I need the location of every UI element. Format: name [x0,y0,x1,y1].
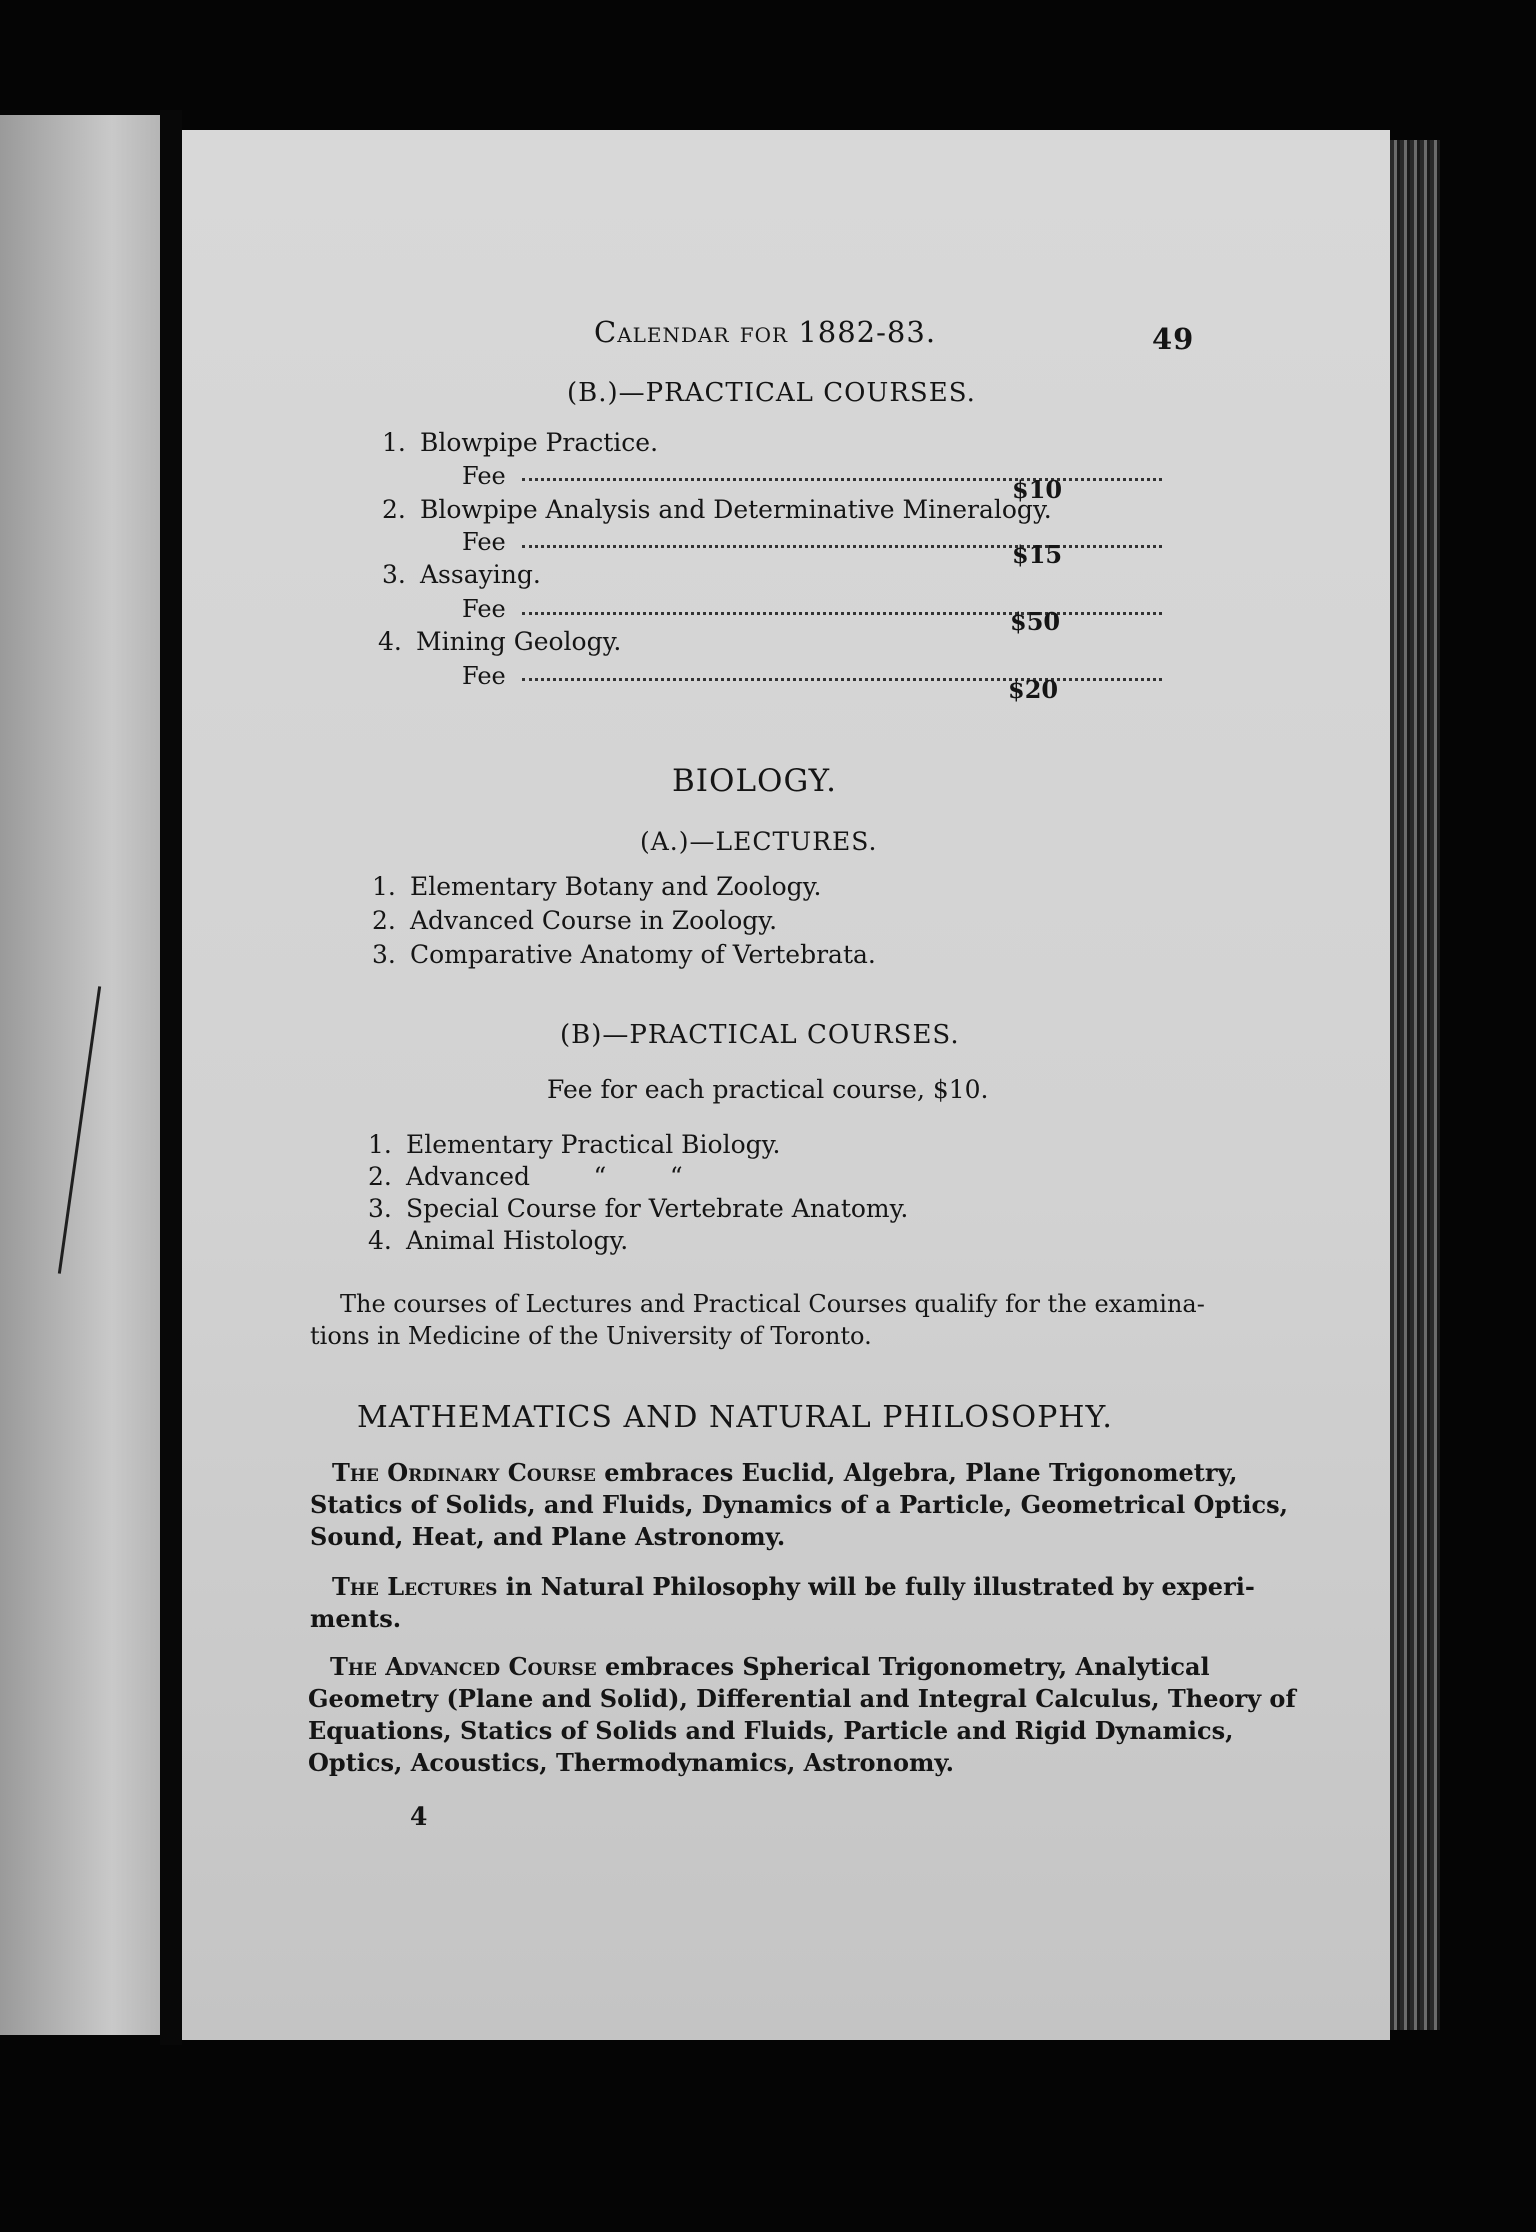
line-text: in Natural Philosophy will be fully illustrated by experi- [505,1572,1255,1601]
fee-label: Fee [462,462,506,490]
list-item-number: 3. [368,1194,392,1223]
paragraph-line: Optics, Acoustics, Thermodynamics, Astronomy. [308,1748,954,1777]
list-item: Advanced “ “ [406,1162,683,1191]
list-item: Animal Histology. [406,1226,629,1255]
page-edges [1390,140,1440,2030]
book-page [182,130,1390,2040]
dot-leader [522,678,1162,681]
biology-title: BIOLOGY. [672,763,837,799]
fee-label: Fee [462,595,506,623]
mathematics-title: MATHEMATICS AND NATURAL PHILOSOPHY. [357,1400,1113,1435]
list-item: Elementary Botany and Zoology. [410,872,822,901]
fee-amount: $15 [1012,540,1063,569]
line-text: embraces Euclid, Algebra, Plane Trigonometry, [604,1458,1238,1487]
fee-amount: $50 [1010,607,1061,636]
list-item: Assaying. [420,560,541,589]
paragraph-line: Equations, Statics of Solids and Fluids, Particle and Rigid Dynamics, [308,1716,1234,1745]
dot-leader [522,612,1162,615]
dot-leader [522,545,1162,548]
list-item-number: 2. [372,906,396,935]
list-item-number: 3. [382,560,406,589]
facing-page-edge [0,115,160,2035]
lead-in: The Advanced Course [330,1652,597,1681]
list-item: Blowpipe Analysis and Determinative Mineralogy. [420,495,1052,524]
list-item: Advanced Course in Zoology. [410,906,778,935]
list-item-number: 1. [372,872,396,901]
line-text: embraces Spherical Trigonometry, Analytical [604,1652,1210,1681]
paragraph-line: Geometry (Plane and Solid), Differential and Integral Calculus, Theory of [308,1684,1296,1713]
paragraph-line: Sound, Heat, and Plane Astronomy. [310,1522,786,1551]
note-line: The courses of Lectures and Practical Courses qualify for the examina- [340,1290,1205,1318]
header-title: Calendar for 1882-83. [594,315,937,349]
list-item-number: 3. [372,940,396,969]
list-item: Mining Geology. [416,627,622,656]
list-item-number: 2. [382,495,406,524]
list-item-number: 2. [368,1162,392,1191]
paragraph-line: Statics of Solids, and Fluids, Dynamics of a Particle, Geometrical Optics, [310,1490,1288,1519]
signature-mark: 4 [410,1802,428,1831]
fee-label: Fee [462,662,506,690]
running-header [594,315,936,349]
fee-note: Fee for each practical course, $10. [547,1075,989,1104]
lead-in: The Lectures [332,1572,498,1601]
fee-amount: $10 [1012,475,1063,504]
fee-amount: $20 [1008,675,1059,704]
lead-in: The Ordinary Course [332,1458,596,1487]
list-item-number: 1. [382,428,406,457]
paragraph-line: ments. [310,1604,402,1633]
note-line: tions in Medicine of the University of Toronto. [310,1322,872,1350]
dot-leader [522,478,1162,481]
book-gutter [160,110,182,2045]
paragraph-line [332,1572,1255,1602]
paragraph-line [332,1458,1238,1488]
list-item: Comparative Anatomy of Vertebrata. [410,940,876,969]
lectures-heading: (A.)—LECTURES. [640,827,878,856]
paragraph-line [330,1652,1210,1682]
list-item-number: 4. [378,627,402,656]
list-item: Blowpipe Practice. [420,428,659,457]
list-item-number: 1. [368,1130,392,1159]
list-item: Elementary Practical Biology. [406,1130,781,1159]
list-item: Special Course for Vertebrate Anatomy. [406,1194,909,1223]
fee-label: Fee [462,528,506,556]
list-item-number: 4. [368,1226,392,1255]
page-number: 49 [1152,322,1195,356]
biology-practical-heading: (B)—PRACTICAL COURSES. [560,1020,960,1050]
practical-courses-heading: (B.)—PRACTICAL COURSES. [567,378,976,408]
